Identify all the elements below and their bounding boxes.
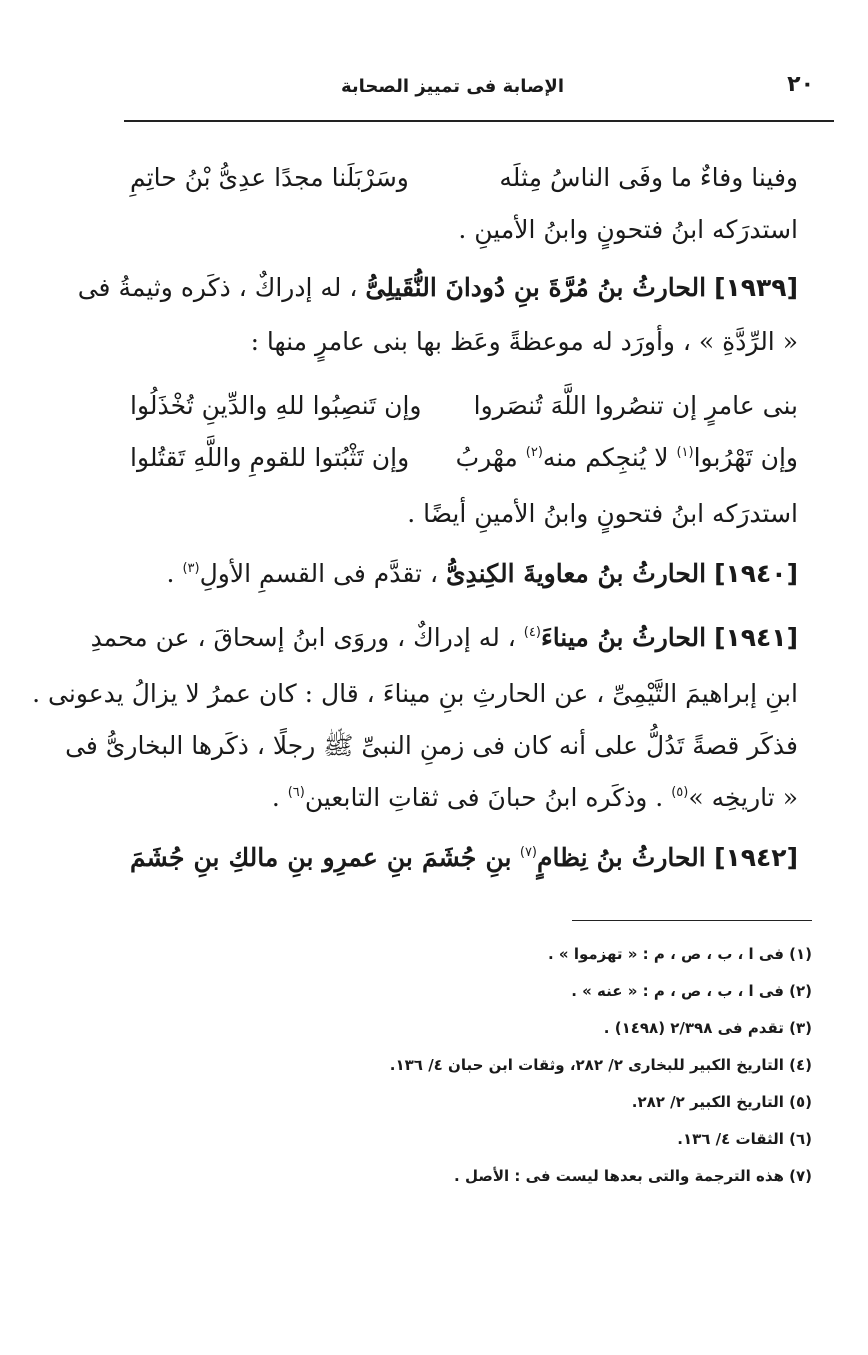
- entry-name: الحارثُ بنُ معاويةَ الكِندِىُّ: [445, 559, 707, 588]
- attribution-2: استدرَكه ابنُ فتحونٍ وابنُ الأمينِ أيضًا .: [407, 499, 798, 528]
- footnote-1: (١) فى ا ، ب ، ص ، م : « تهزموا » .: [547, 945, 812, 963]
- entry-number: [١٩٣٩]: [714, 273, 798, 302]
- footnote-ref: (١): [676, 445, 694, 460]
- entry-1941-line-1: [90, 618, 798, 658]
- footnote-4: (٤) التاريخ الكبير للبخارى ٢/ ٢٨٢، وثقات ابن حبان ٤/ ١٣٦.: [389, 1056, 812, 1074]
- entry-text: ، له إدراكٌ ، ذكَره وثيمةُ فى: [77, 273, 358, 302]
- entry-name: الحارثُ بنُ ميناءَ: [540, 623, 707, 652]
- verse-text: لا يُنجِكم منه: [542, 443, 669, 472]
- header-rule: [124, 120, 834, 122]
- entry-text: . وذكَره ابنُ حبانَ فى ثقاتِ التابعين: [304, 783, 664, 812]
- verse-2-first-hemistich: بنى عامرٍ إن تنصُروا اللَّهَ تُنصَروا: [473, 391, 798, 420]
- entry-name: الحارثُ بنُ نِظامٍ: [537, 843, 706, 872]
- footnote-rule: [572, 920, 812, 921]
- verse-1-second-hemistich: وسَرْبَلَنا مجدًا عدِىُّ بْنُ حاتِمِ: [130, 163, 409, 192]
- verse-text: وإن تَهْرُبوا: [693, 443, 798, 472]
- footnote-3: (٣) تقدم فى ٢/٣٩٨ (١٤٩٨) .: [603, 1019, 812, 1037]
- footnote-ref: (٣): [182, 561, 200, 576]
- entry-1940: [167, 554, 798, 594]
- footnote-ref: (٥): [671, 785, 689, 800]
- footnote-5: (٥) التاريخ الكبير ٢/ ٢٨٢.: [631, 1093, 812, 1111]
- entry-number: [١٩٤١]: [714, 623, 798, 652]
- entry-number: [١٩٤٠]: [714, 559, 798, 588]
- entry-1941-line-3: فذكَر قصةً تَدُلُّ على أنه كان فى زمنِ النبىِّ ﷺ رجلًا ، ذكَرها البخارىُّ فى: [65, 731, 798, 760]
- entry-name: الحارثُ بنُ مُرَّةَ بنِ دُودانَ النُّقَيلِىُّ: [365, 273, 707, 302]
- footnote-ref: (٧): [519, 845, 537, 860]
- entry-text: ، له إدراكٌ ، وروَى ابنُ إسحاقَ ، عن محمدِ: [90, 623, 516, 652]
- entry-name-lineage: بنِ جُشَمَ بنِ عمرِو بنِ مالكِ بنِ جُشَمَ: [130, 843, 512, 872]
- entry-1941-line-2: ابنِ إبراهيمَ التَّيْمِىِّ ، عن الحارثِ بنِ ميناءَ ، قال : كان عمرُ لا يزالُ يدعونى .: [32, 679, 798, 708]
- entry-text: ، تقدَّم فى القسمِ الأولِ: [199, 559, 439, 588]
- footnote-ref: (٢): [525, 445, 543, 460]
- footnote-6: (٦) الثقات ٤/ ١٣٦.: [677, 1130, 812, 1148]
- footnote-ref: (٤): [523, 625, 541, 640]
- entry-1942-line-1: [130, 838, 798, 878]
- verse-1-first-hemistich: وفينا وفاءٌ ما وفَى الناسُ مِثلَه: [499, 163, 798, 192]
- entry-number: [١٩٤٢]: [714, 843, 798, 872]
- verse-2-second-hemistich: وإن تَنصِبُوا للهِ والدِّينِ تُخْذَلُوا: [130, 391, 422, 420]
- entry-1939-line-2: « الرِّدَّةِ » ، وأورَد له موعظةً وعَظ بها بنى عامرٍ منها :: [250, 327, 798, 356]
- entry-1941-line-4: [272, 778, 798, 818]
- entry-1939-line-1: [77, 268, 798, 308]
- entry-text-end: .: [166, 559, 175, 588]
- page-header: [124, 72, 834, 108]
- book-title: « تاريخِه »: [688, 783, 798, 812]
- verse-text: مهْربُ: [455, 443, 518, 472]
- footnote-ref: (٦): [287, 785, 305, 800]
- footnote-7: (٧) هذه الترجمة والتى بعدها ليست فى : الأصل .: [454, 1167, 812, 1185]
- running-title: الإصابة فى تمييز الصحابة: [341, 76, 564, 97]
- entry-text-end: .: [271, 783, 280, 812]
- footnote-2: (٢) فى ا ، ب ، ص ، م : « عنه » .: [571, 982, 812, 1000]
- verse-3-first-hemistich: [456, 438, 798, 478]
- verse-3-second-hemistich: وإن تَثْبُتوا للقومِ واللَّهِ تَقتُلوا: [130, 443, 410, 472]
- attribution-1: استدرَكه ابنُ فتحونٍ وابنُ الأمينِ .: [458, 215, 798, 244]
- page-number: ٢٠: [787, 72, 814, 97]
